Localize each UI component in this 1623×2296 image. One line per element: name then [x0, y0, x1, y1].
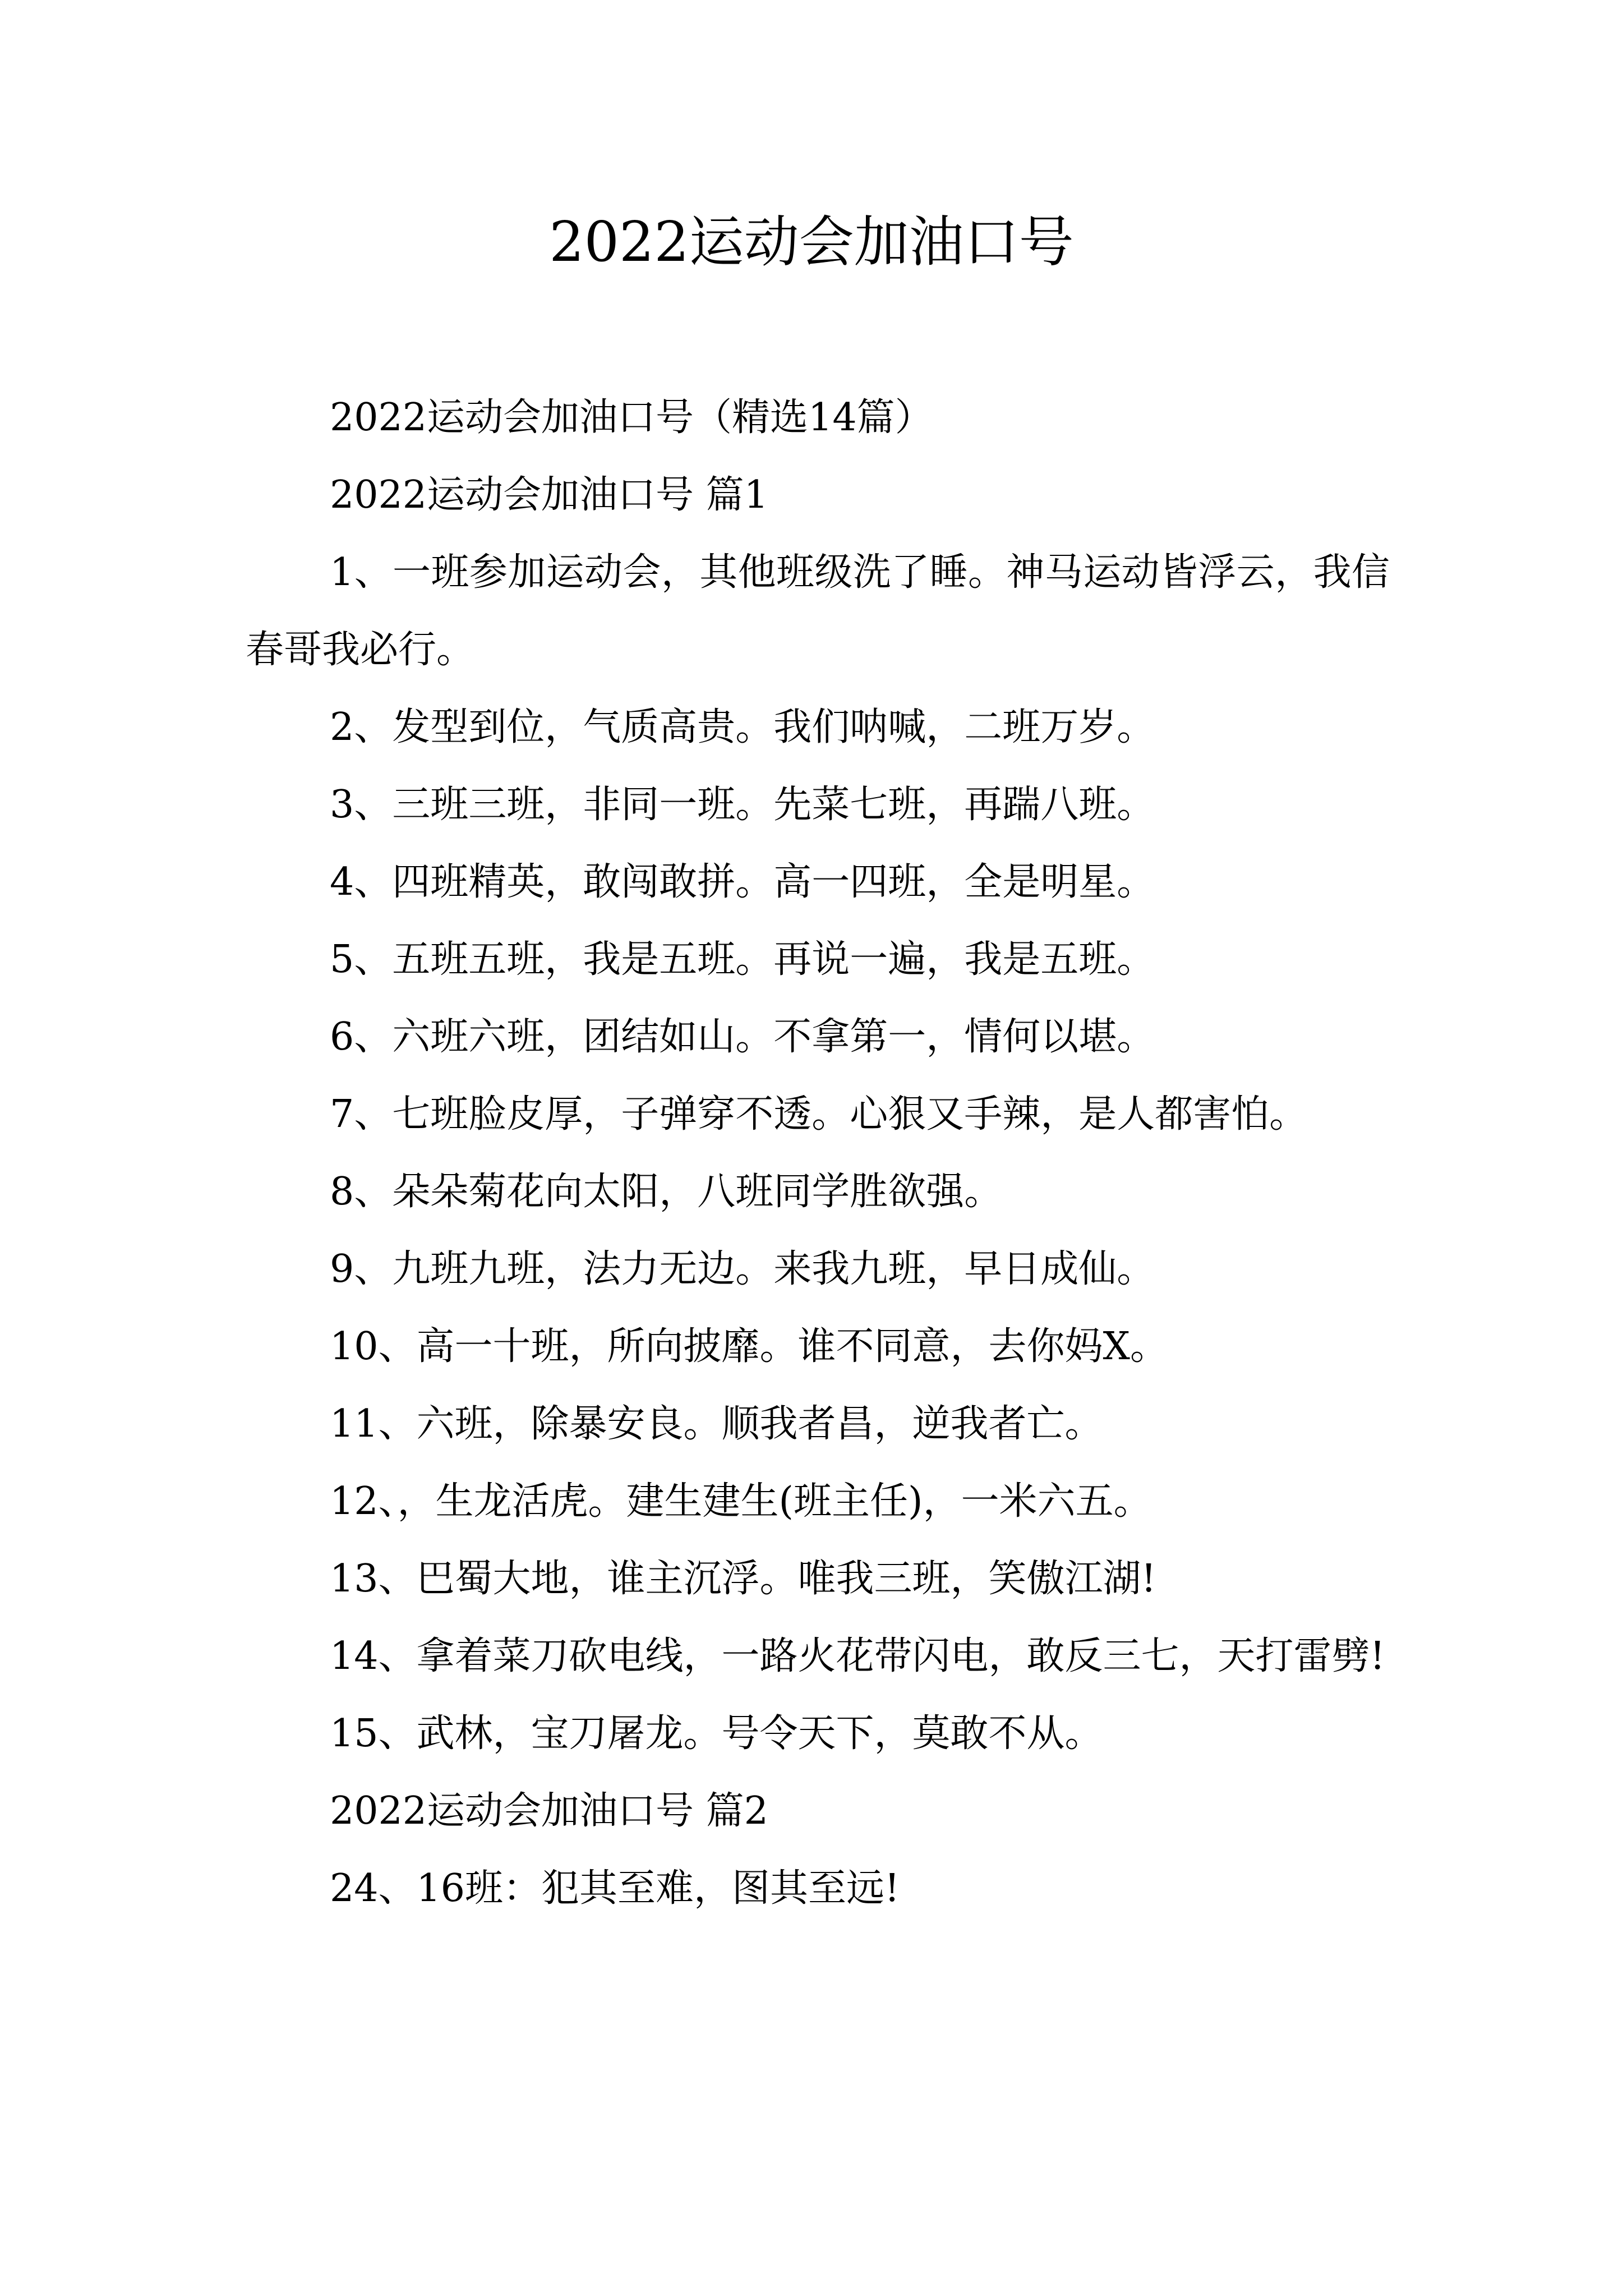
slogan-item: 10、高一十班，所向披靡。谁不同意，去你妈X。 — [330, 1324, 1168, 1369]
slogan-item: 6、六班六班，团结如山。不拿第一，情何以堪。 — [330, 1015, 1155, 1059]
paragraph-subtitle: 2022运动会加油口号（精选14篇） — [330, 395, 933, 440]
section-heading-1: 2022运动会加油口号 篇1 — [330, 473, 768, 517]
slogan-item: 12、，生龙活虎。建生建生(班主任)，一米六五。 — [330, 1479, 1152, 1524]
slogan-item: 11、六班，除暴安良。顺我者昌，逆我者亡。 — [330, 1402, 1103, 1446]
slogan-item: 9、九班九班，法力无边。来我九班，早日成仙。 — [330, 1247, 1155, 1291]
slogan-item: 24、16班：犯其至难，图其至远! — [330, 1866, 900, 1911]
slogan-item: 13、巴蜀大地，谁主沉浮。唯我三班，笑傲江湖! — [330, 1557, 1156, 1601]
slogan-item: 1、一班参加运动会，其他班级洗了睡。神马运动皆浮云，我信春哥我必行。 — [246, 550, 1390, 672]
slogan-item: 4、四班精英，敢闯敢拼。高一四班，全是明星。 — [330, 860, 1155, 904]
slogan-item: 15、武林，宝刀屠龙。号令天下，莫敢不从。 — [330, 1711, 1103, 1756]
section-heading-2: 2022运动会加油口号 篇2 — [330, 1789, 768, 1833]
slogan-item: 8、朵朵菊花向太阳，八班同学胜欲强。 — [330, 1170, 1003, 1214]
slogan-item: 3、三班三班，非同一班。先菜七班，再踹八班。 — [330, 783, 1155, 827]
slogan-item: 2、发型到位，气质高贵。我们呐喊，二班万岁。 — [330, 705, 1155, 749]
slogan-item: 5、五班五班，我是五班。再说一遍，我是五班。 — [330, 937, 1155, 982]
document-body — [246, 379, 1390, 1927]
slogan-item: 14、拿着菜刀砍电线，一路火花带闪电，敢反三七，天打雷劈! — [330, 1634, 1385, 1678]
slogan-item: 7、七班脸皮厚，子弹穿不透。心狠又手辣，是人都害怕。 — [330, 1092, 1308, 1137]
document-title: 2022运动会加油口号 — [549, 210, 1074, 274]
